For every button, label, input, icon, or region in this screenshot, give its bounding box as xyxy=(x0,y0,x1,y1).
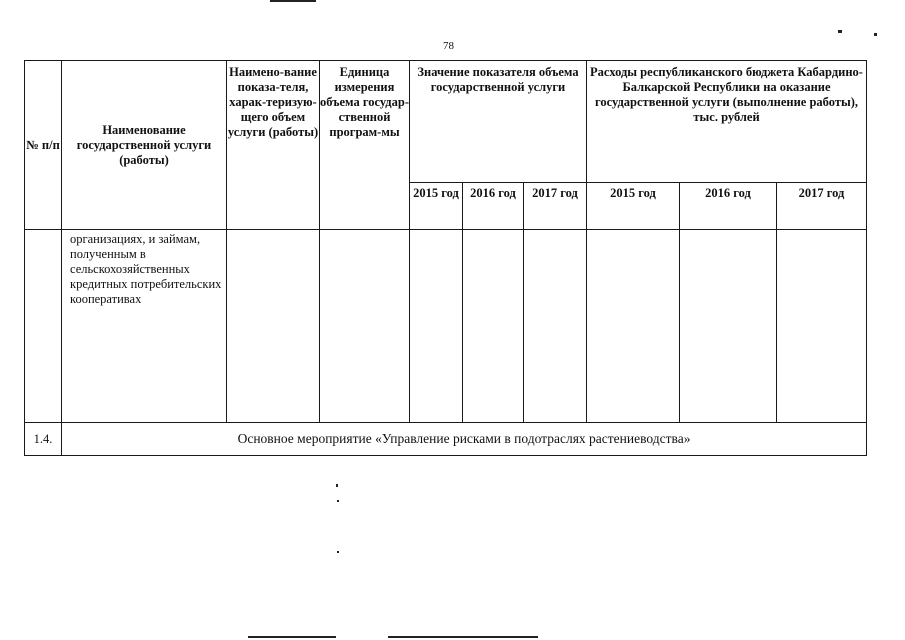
scan-mark-dot xyxy=(337,551,339,553)
scan-mark-dot xyxy=(838,30,842,33)
row-cell xyxy=(777,230,867,423)
scan-mark-bottom xyxy=(388,636,538,638)
row-cell xyxy=(463,230,524,423)
row-cell xyxy=(410,230,463,423)
header-indicator-name: Наимено-вание показа-теля, харак-теризую-щего объем услуги (работы) xyxy=(227,61,320,230)
data-table xyxy=(24,60,867,456)
section-title: Основное мероприятие «Управление рисками в подотраслях растениеводства» xyxy=(62,423,867,456)
row-cell xyxy=(587,230,680,423)
header-volume-group: Значение показателя объема государственной услуги xyxy=(410,61,587,183)
header-row-1 xyxy=(25,61,867,183)
expense-year-2016: 2016 год xyxy=(680,183,777,230)
volume-year-2015: 2015 год xyxy=(410,183,463,230)
section-num: 1.4. xyxy=(25,423,62,456)
section-row xyxy=(25,423,867,456)
row-cell xyxy=(680,230,777,423)
row-num-cell xyxy=(25,230,62,423)
header-expenses-group: Расходы республиканского бюджета Кабардино-Балкарской Республики на оказание государственной услуги (выполнение работы), тыс. рублей xyxy=(587,61,867,183)
scan-mark-bottom xyxy=(248,636,336,638)
header-num: № п/п xyxy=(25,61,62,230)
row-cell xyxy=(320,230,410,423)
header-unit: Единица измерения объема государ-ственной програм-мы xyxy=(320,61,410,230)
row-cell xyxy=(524,230,587,423)
page-number: 78 xyxy=(443,40,454,52)
scan-mark-dot xyxy=(337,500,339,502)
expense-year-2015: 2015 год xyxy=(587,183,680,230)
row-service-name: организациях, и займам, полученным в сельскохозяйственных кредитных потребительских кооперативах xyxy=(62,230,227,423)
expense-year-2017: 2017 год xyxy=(777,183,867,230)
scan-mark-dot xyxy=(336,484,338,487)
scan-mark-top xyxy=(270,0,316,2)
volume-year-2016: 2016 год xyxy=(463,183,524,230)
header-service-name: Наименование государственной услуги (работы) xyxy=(62,61,227,230)
table-row xyxy=(25,230,867,423)
scan-mark-dot xyxy=(874,33,877,36)
row-cell xyxy=(227,230,320,423)
volume-year-2017: 2017 год xyxy=(524,183,587,230)
